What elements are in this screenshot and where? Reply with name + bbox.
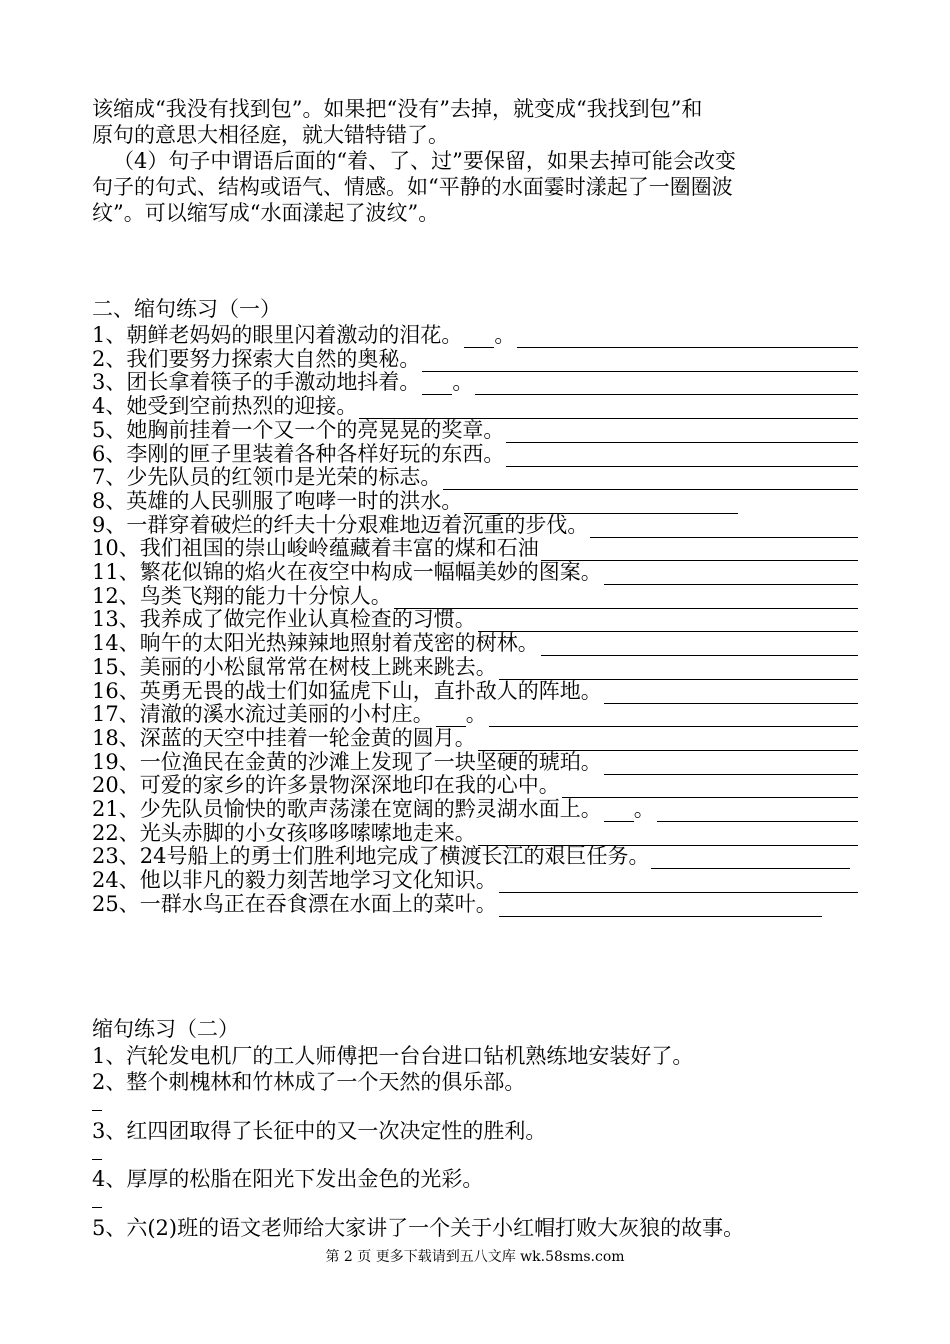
intro-line-5: 纹”。可以缩写成“水面漾起了波纹”。 — [92, 201, 440, 225]
exercise-text: 2、我们要努力探索大自然的奥秘。 — [92, 346, 421, 371]
exercise-item — [92, 867, 858, 893]
exercise-item — [92, 820, 858, 846]
exercise-item — [92, 678, 858, 704]
intro-line-3: （4）句子中谓语后面的“着、了、过”要保留，如果去掉可能会改变 — [113, 149, 736, 173]
exercise-text: 10、我们祖国的崇山峻岭蕴藏着丰富的煤和石油 — [92, 536, 539, 561]
exercise-item — [92, 843, 850, 869]
exercise-text: 13、我养成了做完作业认真检查的习惯。 — [92, 607, 476, 632]
exercise-text: 14、晌午的太阳光热辣辣地照射着茂密的树林。 — [92, 631, 539, 656]
exercise-item — [92, 369, 858, 395]
exercise-text: 5、她胸前挂着一个又一个的亮晃晃的奖章。 — [92, 417, 505, 442]
answer-blank[interactable] — [499, 896, 822, 917]
exercise-item — [92, 630, 858, 656]
exercise-text: 4、她受到空前热烈的迎接。 — [92, 394, 358, 419]
exercise-item — [92, 772, 858, 798]
exercise-text: 25、一群水鸟正在吞食漂在水面上的菜叶。 — [92, 891, 497, 916]
section2-item-4: 4、厚厚的松脂在阳光下发出金色的光彩。 — [92, 1167, 484, 1191]
exercise-item — [92, 749, 858, 775]
exercise-text: 12、鸟类飞翔的能力十分惊人。 — [92, 583, 392, 608]
exercise-item — [92, 512, 858, 538]
exercise-text: 8、英雄的人民驯服了咆哮一时的洪水。 — [92, 488, 463, 513]
exercise-text: 1、朝鲜老妈妈的眼里闪着激动的泪花。 — [92, 323, 463, 347]
exercise-text: 6、李刚的匣子里装着各种各样好玩的东西。 — [92, 441, 505, 466]
exercise-text: 24、他以非凡的毅力刻苦地学习文化知识。 — [92, 868, 497, 893]
exercise-text: 21、少先队员愉快的歌声荡漾在宽阔的黔灵湖水面上。 — [92, 797, 602, 821]
exercise-item — [92, 559, 858, 585]
exercise-item — [92, 441, 858, 467]
answer-mark — [92, 1110, 102, 1111]
intro-line-2: 原句的意思大相径庭，就大错特错了。 — [92, 123, 449, 147]
exercise-item — [92, 535, 858, 561]
exercise-text: 17、清澈的溪水流过美丽的小村庄。 — [92, 702, 434, 727]
exercise-item — [92, 488, 738, 514]
section2-item-5: 5、六(2)班的语文老师给大家讲了一个关于小红帽打败大灰狼的故事。 — [92, 1216, 745, 1240]
exercise-item — [92, 583, 858, 609]
intro-line-1: 该缩成“我没有找到包”。如果把“没有”去掉，就变成“我找到包”和 — [92, 97, 703, 121]
exercise-text: 18、深蓝的天空中挂着一轮金黄的圆月。 — [92, 725, 476, 750]
exercise-text: 11、繁花似锦的焰火在夜空中构成一幅幅美妙的图案。 — [92, 560, 602, 584]
exercise-text: 23、24号船上的勇士们胜利地完成了横渡长江的艰巨任务。 — [92, 844, 650, 869]
exercise-item — [92, 322, 858, 348]
answer-mark — [92, 1159, 102, 1160]
exercise-item — [92, 417, 858, 443]
exercise-text: 15、美丽的小松鼠常常在树枝上跳来跳去。 — [92, 654, 497, 679]
section2-item-1: 1、汽轮发电机厂的工人师傅把一台台进口钻机熟练地安装好了。 — [92, 1044, 694, 1068]
exercise-tail: 。 — [452, 370, 474, 395]
answer-mark — [92, 1207, 102, 1208]
exercise-item — [92, 725, 858, 751]
section2-item-2: 2、整个刺槐林和竹林成了一个天然的俱乐部。 — [92, 1070, 526, 1094]
section2-item-3: 3、红四团取得了长征中的又一次决定性的胜利。 — [92, 1119, 547, 1143]
exercise-item — [92, 346, 858, 372]
exercise-tail: 。 — [494, 323, 516, 347]
page-footer: 第 2 页 更多下载请到五八文库 wk.58sms.com — [325, 1249, 625, 1265]
exercise-item — [92, 654, 858, 680]
exercise-item — [92, 464, 858, 490]
exercise-item — [92, 891, 822, 917]
section1-title: 二、缩句练习（一） — [92, 297, 281, 321]
section2-title: 缩句练习（二） — [92, 1017, 239, 1041]
exercise-item — [92, 701, 858, 727]
exercise-text: 7、少先队员的红领巾是光荣的标志。 — [92, 465, 442, 490]
exercise-tail: 。 — [465, 702, 487, 727]
intro-line-4: 句子的句式、结构或语气、情感。如“平静的水面霎时漾起了一圈圈波 — [92, 175, 733, 199]
exercise-text: 9、一群穿着破烂的纤夫十分艰难地迈着沉重的步伐。 — [92, 512, 589, 537]
exercise-item — [92, 796, 858, 822]
exercise-text: 3、团长拿着筷子的手激动地抖着。 — [92, 370, 421, 395]
exercise-item — [92, 393, 858, 419]
exercise-text: 16、英勇无畏的战士们如猛虎下山，直扑敌人的阵地。 — [92, 678, 602, 703]
exercise-tail: 。 — [633, 797, 655, 821]
exercise-text: 22、光头赤脚的小女孩哆哆嗦嗦地走来。 — [92, 820, 476, 845]
exercise-item — [92, 606, 858, 632]
exercise-text: 20、可爱的家乡的许多景物深深地印在我的心中。 — [92, 773, 560, 798]
exercise-text: 19、一位渔民在金黄的沙滩上发现了一块坚硬的琥珀。 — [92, 749, 602, 774]
